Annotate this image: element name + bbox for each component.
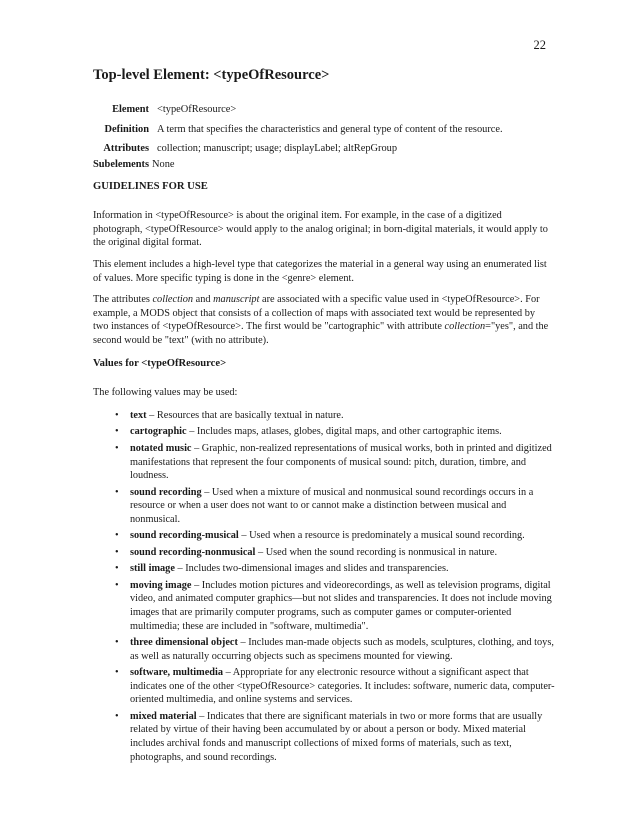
subelements-key: Subelements <box>93 158 149 170</box>
value-term: text <box>130 410 147 421</box>
paragraph-high-level-type: This element includes a high-level type that categorizes the material in a general way using an enumerated list of values. More specific typing is done in the <genre> element. <box>93 259 547 284</box>
bullet-icon: • <box>115 426 119 438</box>
page-title: Top-level Element: <typeOfResource> <box>93 67 330 83</box>
definition-value: A term that specifies the characteristics and general type of content of the resource. <box>157 123 503 135</box>
bullet-icon: • <box>115 579 119 591</box>
values-list <box>115 409 555 767</box>
paragraph-original-item: Information in <typeOfResource> is about the original item. For example, in the case of a digitized photograph, <typeOfResource> would apply to the analog original; in born-digital materials, it would apply to the original digital format. <box>93 210 548 249</box>
value-term: software, multimedia <box>130 667 224 679</box>
value-term: sound recording-musical <box>130 530 239 542</box>
collection-attr: collection <box>444 321 486 333</box>
bullet-icon: • <box>115 486 119 498</box>
bullet-icon: • <box>115 530 119 542</box>
value-desc: – Includes motion pictures and videorecordings, as well as television programs, digital video, and animated computer graphics—but not slides and transparencies. It does not include moving images that are primarily computer programs, such as computer games or computer-oriented multimedia; these are included in "software, multimedia". <box>130 579 552 632</box>
page-number: 22 <box>533 38 546 52</box>
value-desc: – Includes man-made objects such as models, sculptures, clothing, and toys, as well as naturally occurring objects such as specimens mounted for viewing. <box>130 637 554 662</box>
collection-attr: collection <box>152 294 194 305</box>
bullet-icon: • <box>115 442 119 454</box>
value-desc: – Used when a mixture of musical and nonmusical sound recordings occurs in a resource or when a user does not want to or cannot make a distinction between musical and nonmusical. <box>130 486 534 525</box>
element-row <box>93 100 503 120</box>
bullet-icon: • <box>115 546 119 558</box>
subelements-value: None <box>152 158 175 170</box>
value-term: moving image <box>130 579 192 591</box>
value-term: mixed material <box>130 710 197 722</box>
list-item <box>115 710 555 764</box>
list-item <box>115 529 555 543</box>
value-term: notated music <box>130 442 192 454</box>
bullet-icon: • <box>115 410 119 421</box>
value-term: three dimensional object <box>130 637 238 649</box>
value-term: sound recording <box>130 486 202 498</box>
value-desc: – Used when a resource is predominately a musical sound recording. <box>238 530 525 542</box>
list-item <box>115 636 555 663</box>
guidelines-heading: GUIDELINES FOR USE <box>93 181 208 192</box>
list-item <box>115 579 555 633</box>
value-term: still image <box>130 563 175 575</box>
bullet-icon: • <box>115 637 119 649</box>
list-item <box>115 666 555 707</box>
list-item <box>115 442 555 483</box>
list-item <box>115 425 555 439</box>
para-text: and <box>193 294 214 305</box>
definition-row <box>93 120 503 140</box>
value-desc: – Resources that are basically textual in nature. <box>146 410 344 421</box>
element-value: <typeOfResource> <box>157 104 237 115</box>
manuscript-attr: manuscript <box>213 294 260 305</box>
para-text: ="yes", and the second would be "text" (with no attribute). <box>93 321 549 346</box>
values-intro: The following values may be used: <box>93 387 238 398</box>
list-item <box>115 486 555 527</box>
element-key: Element <box>112 104 149 115</box>
value-term: cartographic <box>130 426 187 438</box>
value-desc: – Includes two-dimensional images and slides and transparencies. <box>174 563 449 575</box>
list-item <box>115 546 555 560</box>
value-desc: – Indicates that there are significant materials in two or more forms that are usually related by virtue of their having been accumulated by or about a person or body. Mixed material includes archival fonds and manuscript collections of mixed forms of materials, such as text, photographs, and sound recordings. <box>130 710 543 763</box>
bullet-icon: • <box>115 667 119 679</box>
definition-key: Definition <box>104 123 149 135</box>
bullet-icon: • <box>115 563 119 575</box>
para-text: are associated with a specific value used in <typeOfResource>. For example, a MODS object that consists of a collection of maps with associated text would be represented by two instances of <typeOfResource>. The first would be "cartographic" with attribute <box>93 294 540 333</box>
paragraph-attributes <box>93 293 553 347</box>
value-desc: – Includes maps, atlases, globes, digital maps, and other cartographic items. <box>186 426 502 438</box>
para-text: The attributes <box>93 294 153 305</box>
element-attributes-table <box>93 100 503 174</box>
attributes-key: Attributes <box>103 143 149 154</box>
value-desc: – Graphic, non-realized representations of musical works, both in printed and digitized manifestations that represent the four components of musical sound: pitch, duration, timbre, and loudness. <box>130 442 552 482</box>
value-desc: – Used when the sound recording is nonmusical in nature. <box>255 546 498 558</box>
list-item <box>115 562 555 576</box>
attributes-value: collection; manuscript; usage; displayLabel; altRepGroup <box>157 143 398 154</box>
list-item <box>115 409 555 423</box>
values-heading: Values for <typeOfResource> <box>93 358 227 369</box>
value-desc: – Appropriate for any electronic resource without a significant aspect that indicates one of the other <typeOfResource> categories. It includes: software, numeric data, computer-oriented multimedia, and online systems and services. <box>130 667 555 706</box>
value-term: sound recording-nonmusical <box>130 546 256 558</box>
bullet-icon: • <box>115 710 119 722</box>
